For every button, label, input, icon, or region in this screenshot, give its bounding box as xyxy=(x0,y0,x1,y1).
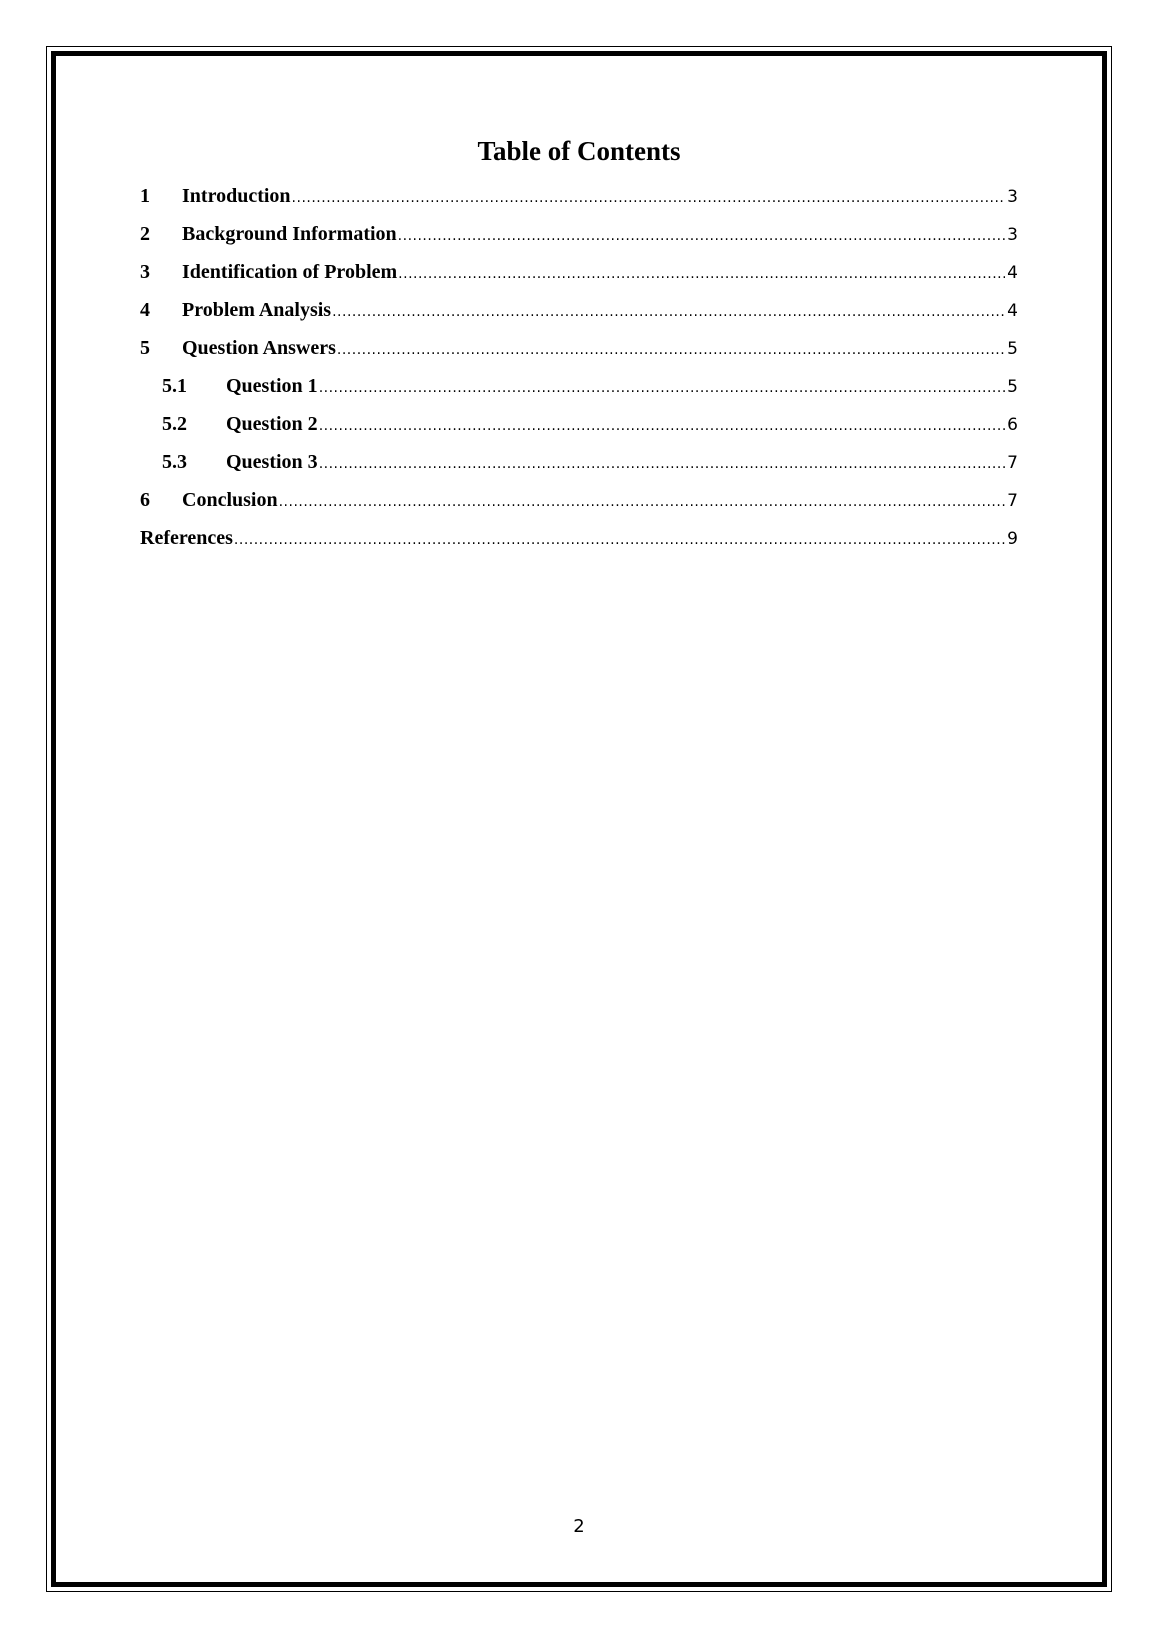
toc-entry-label: Question 2 xyxy=(226,413,318,435)
toc-entry-number: 5.2 xyxy=(162,413,187,435)
toc-dot-leader xyxy=(332,304,1005,320)
toc-entry-label: Identification of Problem xyxy=(182,261,398,283)
toc-entry-question-2[interactable] xyxy=(140,413,1018,451)
toc-entry-page: 4 xyxy=(1007,301,1018,321)
toc-entry-page: 5 xyxy=(1007,377,1018,397)
toc-entry-number: 1 xyxy=(140,185,150,207)
toc-entry-page: 7 xyxy=(1007,453,1018,473)
toc-entry-label: References xyxy=(140,527,233,549)
toc-entry-number: 6 xyxy=(140,489,150,511)
page-number: 2 xyxy=(573,1516,585,1537)
toc-dot-leader xyxy=(292,190,1006,206)
toc-entry-page: 5 xyxy=(1007,339,1018,359)
toc-entry-references[interactable] xyxy=(140,527,1018,565)
toc-entry-page: 3 xyxy=(1007,225,1018,245)
toc-dot-leader xyxy=(319,380,1005,396)
toc-entry-question-answers[interactable] xyxy=(140,337,1018,375)
toc-dot-leader xyxy=(234,532,1005,548)
toc-entry-question-1[interactable] xyxy=(140,375,1018,413)
toc-entry-number: 5 xyxy=(140,337,150,359)
toc-entry-label: Background Information xyxy=(182,223,397,245)
toc-entry-label: Question Answers xyxy=(182,337,336,359)
toc-entry-number: 2 xyxy=(140,223,150,245)
table-of-contents xyxy=(140,185,1018,565)
toc-dot-leader xyxy=(398,266,1005,282)
toc-entry-number: 3 xyxy=(140,261,150,283)
toc-title: Table of Contents xyxy=(477,136,681,166)
toc-entry-number: 5.3 xyxy=(162,451,187,473)
toc-dot-leader xyxy=(319,418,1005,434)
toc-entry-label: Problem Analysis xyxy=(182,299,332,321)
toc-entry-conclusion[interactable] xyxy=(140,489,1018,527)
toc-entry-number: 5.1 xyxy=(162,375,187,397)
toc-entry-page: 7 xyxy=(1007,491,1018,511)
toc-entry-label: Question 3 xyxy=(226,451,318,473)
toc-entry-number: 4 xyxy=(140,299,150,321)
toc-entry-label: Introduction xyxy=(182,185,291,207)
toc-dot-leader xyxy=(319,456,1005,472)
toc-entry-page: 3 xyxy=(1007,187,1018,207)
toc-entry-page: 9 xyxy=(1007,529,1018,549)
toc-entry-label: Question 1 xyxy=(226,375,318,397)
toc-entry-identification-of-problem[interactable] xyxy=(140,261,1018,299)
toc-entry-page: 6 xyxy=(1007,415,1018,435)
toc-dot-leader xyxy=(337,342,1005,358)
toc-entry-page: 4 xyxy=(1007,263,1018,283)
toc-entry-problem-analysis[interactable] xyxy=(140,299,1018,337)
toc-dot-leader xyxy=(398,228,1006,244)
toc-entry-question-3[interactable] xyxy=(140,451,1018,489)
toc-entry-background-information[interactable] xyxy=(140,223,1018,261)
toc-dot-leader xyxy=(279,494,1006,510)
toc-entry-introduction[interactable] xyxy=(140,185,1018,223)
toc-entry-label: Conclusion xyxy=(182,489,278,511)
